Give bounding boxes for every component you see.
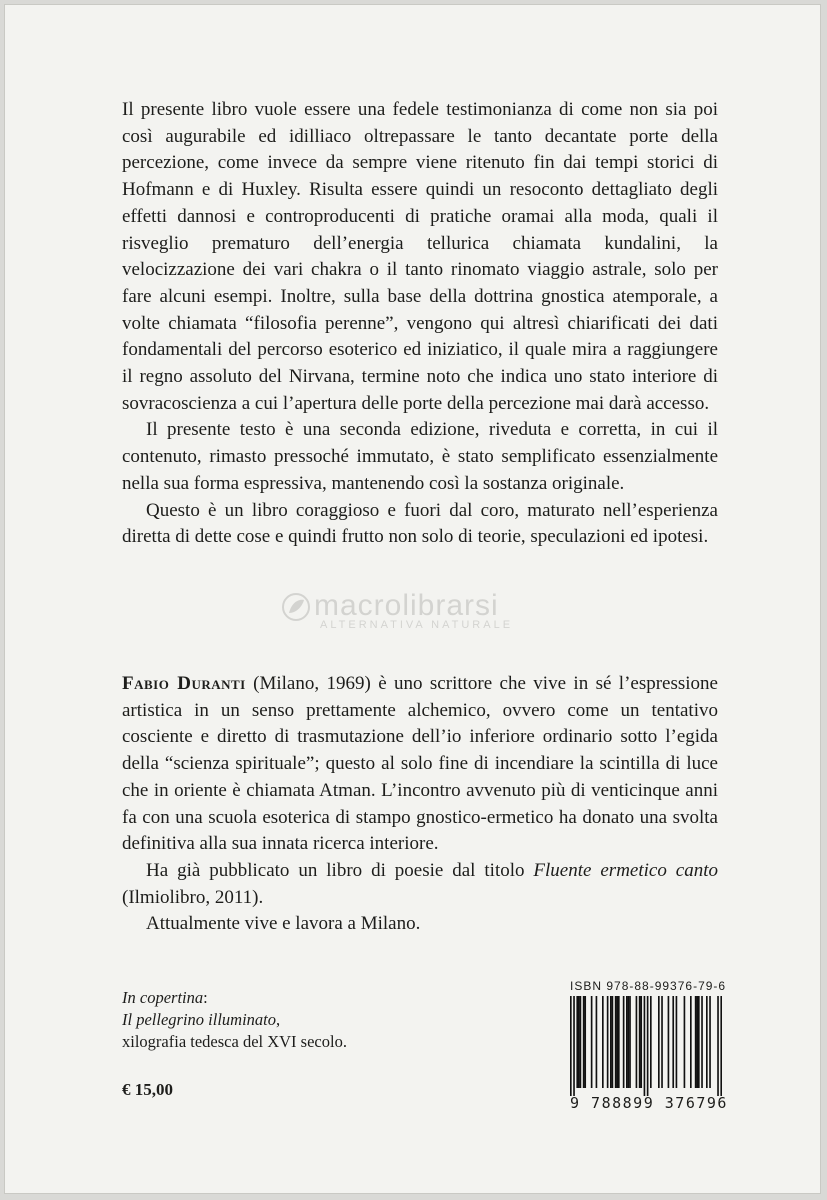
barcode-bar: [636, 996, 638, 1088]
barcode-bar: [696, 996, 698, 1088]
bio-paragraph-1: [122, 671, 718, 858]
barcode-bar: [616, 996, 618, 1088]
barcode-bar: [602, 996, 604, 1088]
barcode-bar: [695, 996, 697, 1088]
barcode-bar: [612, 996, 614, 1088]
barcode-bar: [639, 996, 641, 1088]
barcode-bar: [618, 996, 620, 1088]
barcode-bar: [672, 996, 674, 1088]
barcode-bar: [676, 996, 678, 1088]
barcode-bar: [584, 996, 586, 1088]
barcode-bar: [684, 996, 686, 1088]
barcode-bar: [650, 996, 652, 1088]
isbn-label: ISBN 978-88-99376-79-6: [570, 979, 727, 993]
author-bio: [122, 671, 718, 938]
blurb-paragraph-1: Il presente libro vuole essere una fedele testimonianza di come non sia poi così augurabile ed idilliaco oltrepassare le tanto decantate porte della percezione, come invece da sempre viene ritenuto fin dai tempi storici di Hofmann e di Huxley. Risulta essere quindi un resoconto dettagliato degli effetti dannosi e controproducenti di pratiche oramai alla moda, quali il risveglio prematuro dell’energia tellurica chiamata kundalini, la velocizzazione dei vari chakra o il tanto rinomato viaggio astrale, solo per fare alcuni esempi. Inoltre, sulla base della dottrina gnostica atemporale, a volte chiamata “filosofia perenne”, vengono qui altresì chiarificati dei dati fondamentali del percorso esoterico ed iniziatico, il quale mira a raggiungere il regno assoluto del Nirvana, termine noto che indica uno stato interiore di sovracoscienza a cui l’apertura delle porte della percezione mai darà accesso.: [122, 99, 718, 414]
barcode-bar: [573, 996, 575, 1096]
blurb-text: [122, 97, 718, 551]
isbn-barcode-block: [570, 979, 728, 1112]
cover-credit-label: In copertina: [122, 988, 204, 1007]
barcode-bar: [596, 996, 598, 1088]
barcode-bar: [615, 996, 617, 1088]
watermark-tagline: ALTERNATIVA NATURALE: [320, 619, 514, 631]
bio-paragraph-2: [122, 858, 718, 911]
barcode-bar: [701, 996, 703, 1088]
published-suffix: (Ilmiolibro, 2011).: [122, 886, 264, 908]
barcode-bar: [698, 996, 700, 1088]
cover-credit-comma: ,: [276, 1010, 281, 1029]
barcode-bar: [690, 996, 692, 1088]
barcode-bar: [623, 996, 625, 1088]
cover-artwork-title: Il pellegrino illuminato: [122, 1010, 276, 1029]
blurb-paragraph-2: Il presente testo è una seconda edizione, riveduta e corretta, in cui il contenuto, rimasto pressoché immutato, è stato semplificato essenzialmente nella sua forma espressiva, mantenendo così la sostanza originale.: [122, 419, 718, 494]
author-name: Fabio Duranti: [122, 673, 246, 694]
barcode-bar: [640, 996, 642, 1088]
barcode-bar: [626, 996, 628, 1088]
barcode-bar: [658, 996, 660, 1088]
barcode-bar: [668, 996, 670, 1088]
barcode-bar: [629, 996, 631, 1088]
watermark-brand: macrolibrarsi: [314, 589, 499, 622]
bio-intro: (Milano, 1969) è uno scrittore che vive in sé l’espressione artistica in un senso prettamente alchemico, ovvero come un tentativo cosciente e diretto di trasmutazione dell’io inferiore ordinario sotto l’egida della “scienza spirituale”; questo al solo fine di incendiare la scintilla di luce che in oriente è chiamata Atman. L’incontro avvenuto più di venticinque anni fa con una scuola esoterica di stampo gnostico-ermetico ha donato una svolta definitiva alla sua innata ricerca interiore.: [122, 673, 718, 855]
publisher-watermark: [280, 589, 513, 631]
barcode-bar: [628, 996, 630, 1088]
price: € 15,00: [122, 1080, 173, 1099]
barcode-bar: [578, 996, 580, 1088]
barcode-bar: [661, 996, 663, 1088]
published-title: Fluente ermetico canto: [533, 859, 718, 881]
barcode-bar: [706, 996, 708, 1088]
cover-credit-label-line: [122, 987, 347, 1009]
barcode-bar: [644, 996, 646, 1096]
bio-paragraph-3: Attualmente vive e lavora a Milano.: [146, 913, 421, 935]
leaf-logo-icon: [280, 591, 312, 623]
barcode-bar: [720, 996, 722, 1096]
barcode-bar: [576, 996, 578, 1088]
barcode-bar: [570, 996, 572, 1096]
cover-credit-colon: :: [203, 988, 208, 1007]
barcode-bar: [709, 996, 711, 1088]
cover-credit: [122, 987, 347, 1053]
blurb-paragraph-3: Questo è un libro coraggioso e fuori dal coro, maturato nell’esperienza diretta di dette cose e quindi frutto non solo di teorie, speculazioni ed ipotesi.: [122, 499, 718, 548]
barcode-icon: [570, 996, 722, 1096]
barcode-bar: [647, 996, 649, 1096]
barcode-bar: [580, 996, 582, 1088]
back-cover: [4, 4, 821, 1194]
published-prefix: Ha già pubblicato un libro di poesie dal titolo: [146, 859, 534, 881]
cover-artwork-description: xilografia tedesca del XVI secolo.: [122, 1032, 347, 1051]
barcode-bar: [607, 996, 609, 1088]
cover-credit-title-line: [122, 1009, 347, 1031]
barcode-bar: [610, 996, 612, 1088]
barcode-bar: [583, 996, 585, 1088]
barcode-bar: [591, 996, 593, 1088]
barcode-digits: 9 788899 376796: [570, 1094, 728, 1112]
barcode-bar: [717, 996, 719, 1096]
